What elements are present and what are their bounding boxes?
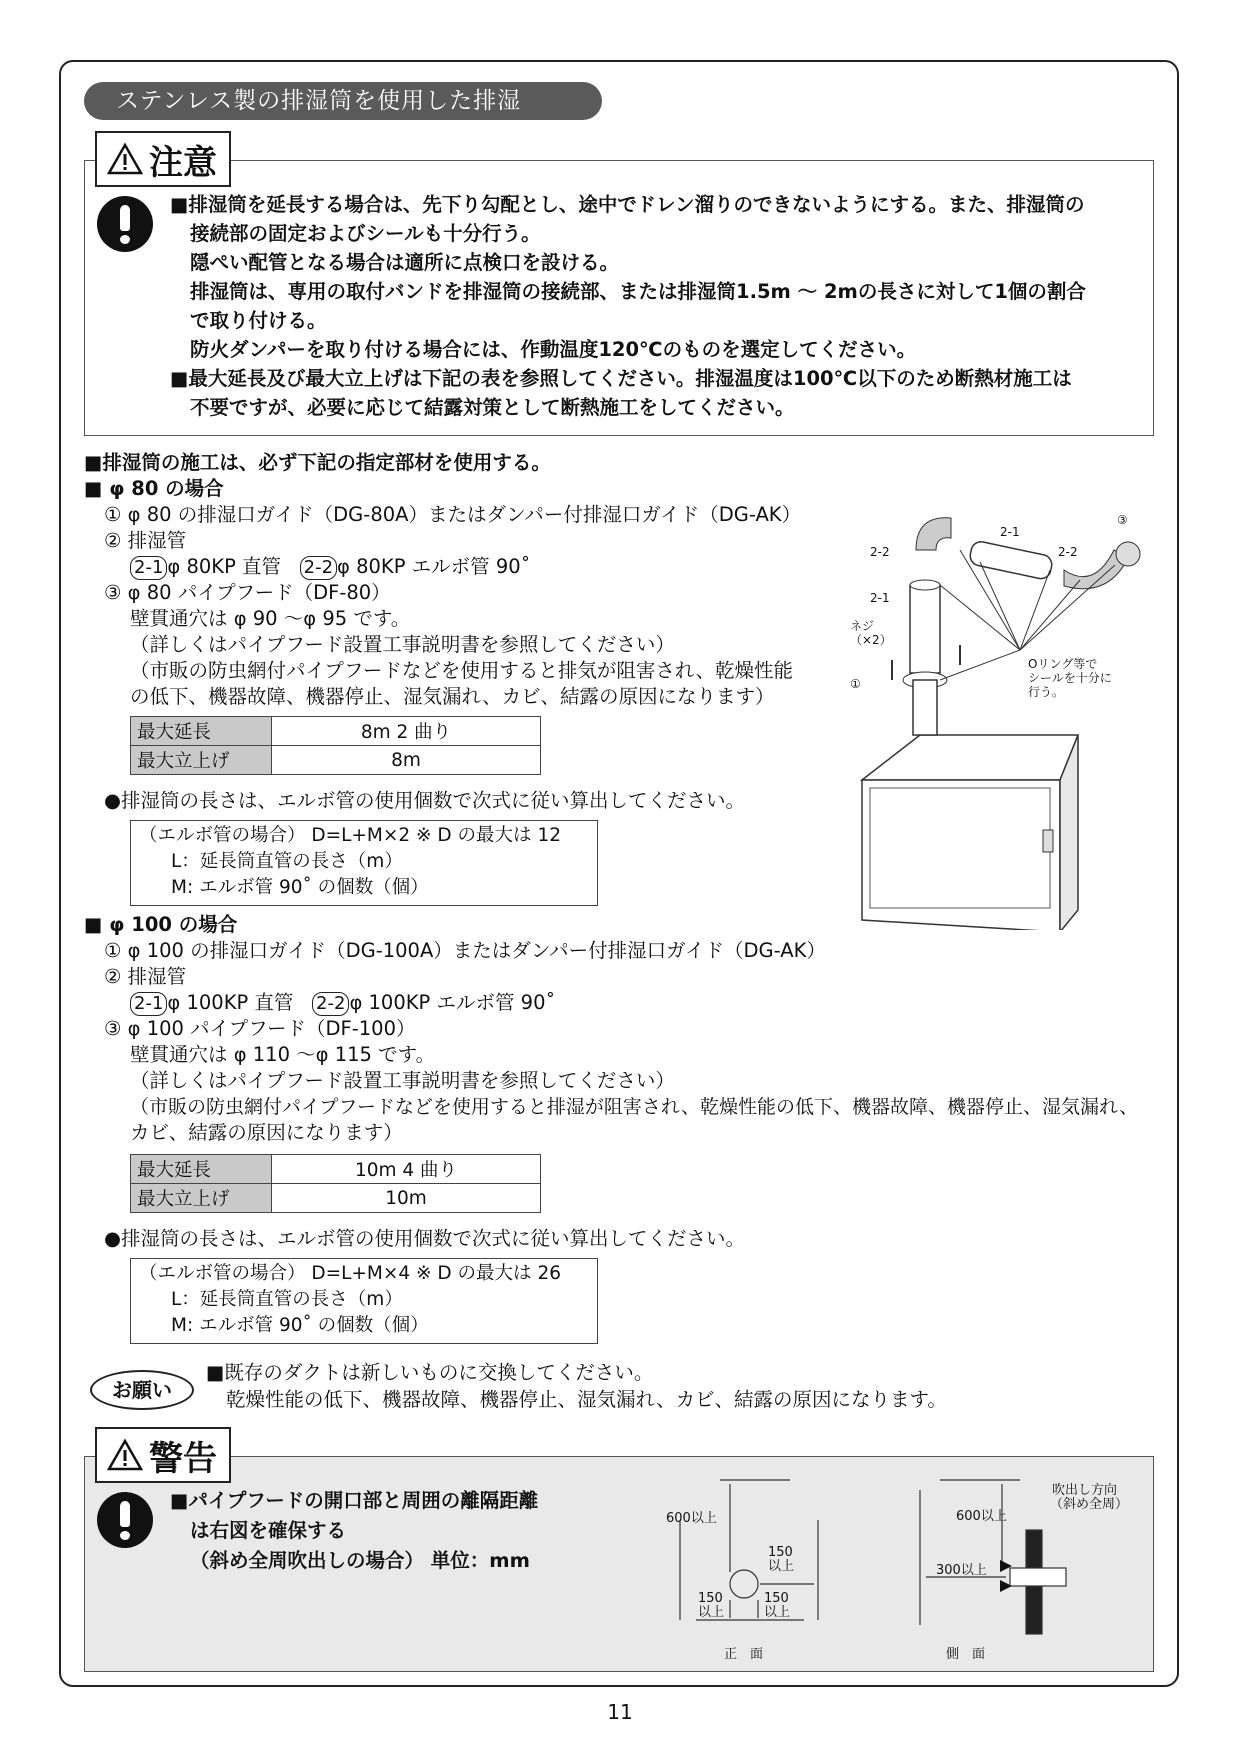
pipe-side xyxy=(1010,1568,1066,1586)
phi100-item1: ① φ 100 の排湿口ガイド（DG-100A）またはダンパー付排湿口ガイド（DG-AK） xyxy=(104,939,826,962)
caution-line: 接続部の固定およびシールも十分行う。 xyxy=(190,222,541,245)
caution-line: 防火ダンパーを取り付ける場合には、作動温度120℃のものを選定してください。 xyxy=(190,338,917,361)
section-title: ステンレス製の排湿筒を使用した排湿 xyxy=(84,82,602,120)
oring-note: 行う。 xyxy=(1028,685,1065,699)
phi80-item1: ① φ 80 の排湿口ガイド（DG-80A）またはダンパー付排湿口ガイド（DG-AK） xyxy=(104,503,802,526)
caution-line: ■最大延長及び最大立上げは下記の表を参照してください。排湿温度は100℃以下のため断熱材施工は xyxy=(170,367,1072,390)
front-150-suffix: 以上 xyxy=(698,1605,725,1620)
warning-line: ■パイプフードの開口部と周囲の離隔距離 xyxy=(170,1489,539,1512)
table-row: 最大立上げ 8m xyxy=(131,746,541,775)
unit-top xyxy=(862,735,1078,780)
caution-line: で取り付ける。 xyxy=(190,309,327,332)
phi100-formula: （エルボ管の場合） D=L+M×4 ※ D の最大は 26 L：延長筒直管の長さ（m） M: エルボ管 90˚ の個数（個） xyxy=(130,1258,598,1344)
exclamation-icon xyxy=(97,196,153,252)
phi80-hole: 壁貫通穴は φ 90 ～φ 95 です。 xyxy=(130,607,411,630)
elbow-pipe xyxy=(916,518,951,550)
oring-note: シールを十分に xyxy=(1028,671,1112,685)
table-row: 最大延長 10m 4 曲り xyxy=(131,1155,541,1184)
label-1: ① xyxy=(850,677,861,691)
straight-pipe xyxy=(910,585,940,673)
warning-line: は右図を確保する xyxy=(190,1519,347,1542)
phi80-item3: ③ φ 80 パイプフード（DF-80） xyxy=(104,581,391,604)
label-2-1: 2-1 xyxy=(870,591,890,605)
phi80-note: の低下、機器故障、機器停止、湿気漏れ、カビ、結露の原因になります） xyxy=(130,685,775,708)
phi100-item2: ② 排湿管 xyxy=(104,965,187,988)
straight-pipe xyxy=(968,540,1053,581)
front-150-suffix: 以上 xyxy=(768,1559,795,1574)
phi80-item2: ② 排湿管 xyxy=(104,529,187,552)
phi80-table xyxy=(130,716,541,775)
table-row: 最大立上げ 10m xyxy=(131,1184,541,1213)
front-150: 150 xyxy=(698,1591,723,1606)
warning-triangle-icon xyxy=(107,1438,143,1472)
side-direction: （斜め全周） xyxy=(1050,1497,1129,1512)
warning-label: 警告 xyxy=(95,1427,231,1483)
phi100-item3: ③ φ 100 パイプフード（DF-100） xyxy=(104,1017,416,1040)
phi100-hole: 壁貫通穴は φ 110 ～φ 115 です。 xyxy=(130,1043,436,1066)
label-2-1: 2-1 xyxy=(1000,525,1020,539)
pipe-hood xyxy=(1116,542,1140,566)
caution-line: ■排湿筒を延長する場合は、先下り勾配とし、途中でドレン溜りのできないようにする。また、排湿筒の xyxy=(170,193,1085,216)
front-150: 150 xyxy=(764,1591,789,1606)
pipe-hood-front xyxy=(730,1570,758,1598)
screw-count: （×2） xyxy=(850,633,892,647)
phi100-heading: ■ φ 100 の場合 xyxy=(84,913,238,936)
warning-triangle-icon xyxy=(107,142,143,176)
side-direction: 吹出し方向 xyxy=(1052,1483,1118,1498)
request-line: ■既存のダクトは新しいものに交換してください。 xyxy=(206,1361,654,1384)
phi100-note: （詳しくはパイプフード設置工事説明書を参照してください） xyxy=(130,1069,675,1092)
request-line: 乾燥性能の低下、機器故障、機器停止、湿気漏れ、カビ、結露の原因になります。 xyxy=(226,1388,947,1411)
front-label: 正 面 xyxy=(724,1647,764,1662)
front-600: 600以上 xyxy=(666,1511,717,1526)
front-150-suffix: 以上 xyxy=(764,1605,791,1620)
side-600: 600以上 xyxy=(956,1509,1007,1524)
phi100-calc: ●排湿筒の長さは、エルボ管の使用個数で次式に従い算出してください。 xyxy=(104,1227,746,1250)
phi80-note: （市販の防虫網付パイプフードなどを使用すると排気が阻害され、乾燥性能 xyxy=(130,659,794,682)
phi80-item2-parts: 2-1 φ 80KP 直管 2-2 φ 80KP エルボ管 90˚ xyxy=(130,552,530,582)
side-label: 側 面 xyxy=(946,1647,986,1662)
exclamation-icon xyxy=(97,1492,153,1548)
unit-handle xyxy=(1043,830,1053,852)
intro-text: ■排湿筒の施工は、必ず下記の指定部材を使用する。 xyxy=(84,451,551,474)
side-300: 300以上 xyxy=(936,1563,987,1578)
request-badge: お願い xyxy=(90,1370,194,1410)
clearance-diagram xyxy=(640,1460,1160,1670)
caution-line: 隠ぺい配管となる場合は適所に点検口を設ける。 xyxy=(190,251,620,274)
oring-note: Oリング等で xyxy=(1028,657,1098,671)
table-row: 最大延長 8m 2 曲り xyxy=(131,717,541,746)
phi80-heading: ■ φ 80 の場合 xyxy=(84,477,224,500)
label-3: ③ xyxy=(1117,513,1128,527)
phi100-note: （市販の防虫網付パイプフードなどを使用すると排湿が阻害され、乾燥性能の低下、機器故障、機器停止、湿気漏れ、 xyxy=(130,1096,1139,1118)
phi100-note: カビ、結露の原因になります） xyxy=(130,1121,403,1144)
caution-line: 排湿筒は、専用の取付バンドを排湿筒の接続部、または排湿筒1.5m ～ 2mの長さに対して1個の割合 xyxy=(190,280,1086,303)
front-150: 150 xyxy=(768,1545,793,1560)
warning-line: （斜め全周吹出しの場合） 単位：mm xyxy=(190,1549,530,1572)
phi80-formula: （エルボ管の場合） D=L+M×2 ※ D の最大は 12 L：延長筒直管の長さ（m） M: エルボ管 90˚ の個数（個） xyxy=(130,820,598,906)
page-number: 11 xyxy=(607,1700,633,1724)
installation-diagram xyxy=(840,510,1170,930)
phi80-note: （詳しくはパイプフード設置工事説明書を参照してください） xyxy=(130,633,675,656)
phi80-calc: ●排湿筒の長さは、エルボ管の使用個数で次式に従い算出してください。 xyxy=(104,789,746,812)
caution-line: 不要ですが、必要に応じて結露対策として断熱施工をしてください。 xyxy=(190,396,795,419)
label-2-2: 2-2 xyxy=(1058,545,1078,559)
phi100-item2-parts: 2-1 φ 100KP 直管 2-2 φ 100KP エルボ管 90˚ xyxy=(130,988,555,1018)
screw-label: ネジ xyxy=(850,619,875,633)
label-2-2: 2-2 xyxy=(870,545,890,559)
phi100-table xyxy=(130,1154,541,1213)
caution-label: 注意 xyxy=(95,131,231,187)
